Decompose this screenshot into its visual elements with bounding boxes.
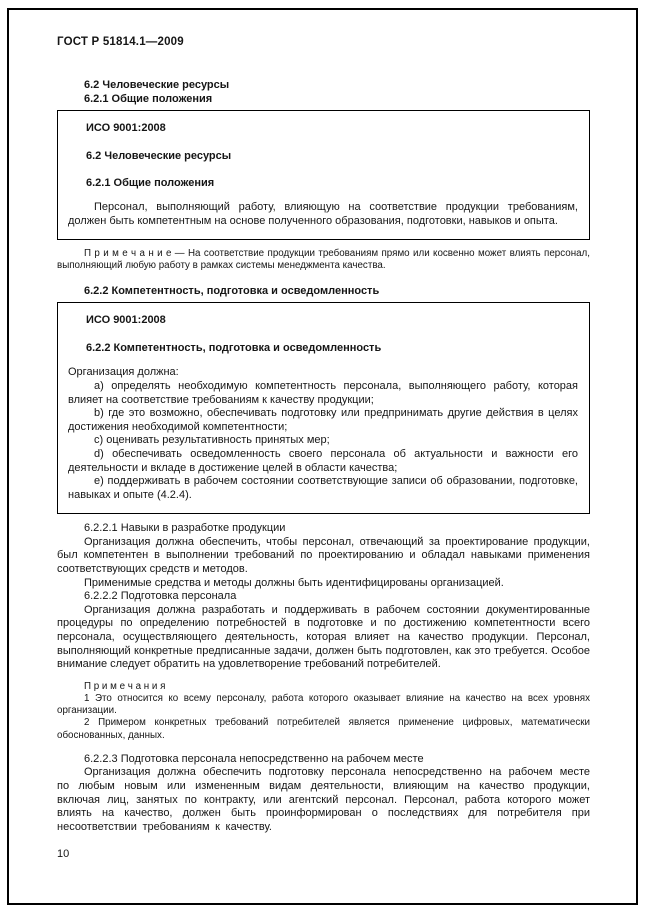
box2-lead: Организация должна:	[68, 366, 179, 379]
iso-quote-box-1	[57, 110, 590, 240]
note-item-2: 2 Примером конкретных требований потребителей является применение цифровых, математически обоснованных, данных.	[57, 717, 590, 741]
box1-heading-6-2-1: 6.2.1 Общие положения	[86, 177, 215, 190]
box2-iso-title: ИСО 9001:2008	[86, 314, 166, 327]
heading-6-2-2-3: 6.2.2.3 Подготовка персонала непосредственно на рабочем месте	[84, 752, 424, 765]
paragraph-6-2-2-1-a: Организация должна обеспечить, чтобы персонал, отвечающий за проектирование продукции, был компетентен в выполнении требований по проектированию и обладал навыками применения соответствующих средств и методов.	[57, 535, 590, 576]
heading-6-2-2: 6.2.2 Компетентность, подготовка и осведомленность	[84, 284, 380, 297]
paragraph-6-2-2-3: Организация должна обеспечить подготовку персонала непосредственно на рабочем месте по любым новым или измененным видам деятельности, влияющим на качество продукции, включая лиц, занятых по контракту, или агентский персонал. Персонал, работа которого может влиять на качество, должен быть проинформирован о последствиях для потребителя при несоответствии требованиям к качеству.	[57, 766, 590, 833]
box1-heading-6-2: 6.2 Человеческие ресурсы	[86, 149, 232, 162]
heading-6-2-2-2: 6.2.2.2 Подготовка персонала	[84, 590, 237, 603]
heading-6-2-2-1: 6.2.2.1 Навыки в разработке продукции	[84, 522, 286, 535]
heading-6-2: 6.2 Человеческие ресурсы	[84, 79, 230, 91]
note-after-box1: П р и м е ч а н и е — На соответствие продукции требованиям прямо или косвенно может влиять персонал, выполняющий любую работу в рамках системы менеджмента качества.	[57, 248, 590, 272]
paragraph-6-2-2-2: Организация должна разработать и поддерживать в рабочем состоянии документированные процедуры по определению потребностей в подготовке и по достижению компетентности всего персонала, осуществляющего деятельность, которая влияет на качество продукции. Персонал, выполняющий конкретные предписанные задачи, должен быть подготовлен, как это требуется. Особое внимание следует обратить на удовлетворение требований потребителей.	[57, 603, 590, 671]
box2-heading-6-2-2: 6.2.2 Компетентность, подготовка и осведомленность	[86, 341, 382, 354]
note-item-1: 1 Это относится ко всему персоналу, работа которого оказывает влияние на качество на всех уровнях организации.	[57, 693, 590, 717]
document-title: ГОСТ Р 51814.1—2009	[57, 36, 184, 48]
page-number: 10	[57, 848, 70, 861]
box2-item-a: a) определять необходимую компетентность персонала, выполняющего работу, которая влияет на соответствие требованиям к качеству продукции;	[68, 379, 578, 406]
paragraph-6-2-2-1-b: Применимые средства и методы должны быть идентифицированы организацией.	[84, 576, 504, 589]
iso-quote-box-2	[57, 302, 590, 514]
box2-item-e: e) поддерживать в рабочем состоянии соответствующие записи об образовании, подготовке, навыках и опыте (4.2.4).	[68, 475, 578, 501]
box1-paragraph: Персонал, выполняющий работу, влияющую на соответствие продукции требованиям, должен быть компетентным на основе полученного образования, подготовки, навыков и опыта.	[68, 200, 578, 227]
box2-item-b: b) где это возможно, обеспечивать подготовку или предпринимать другие действия в целях достижения необходимой компетентности;	[68, 407, 578, 433]
heading-6-2-1: 6.2.1 Общие положения	[84, 92, 213, 105]
page-content	[57, 36, 590, 860]
notes-title: П р и м е ч а н и я	[84, 680, 166, 692]
box1-iso-title: ИСО 9001:2008	[86, 122, 166, 135]
box2-item-c: c) оценивать результативность принятых мер;	[94, 434, 330, 447]
box2-item-d: d) обеспечивать осведомленность своего персонала об актуальности и важности его деятельности и вкладе в достижение целей в области качества;	[68, 447, 578, 474]
